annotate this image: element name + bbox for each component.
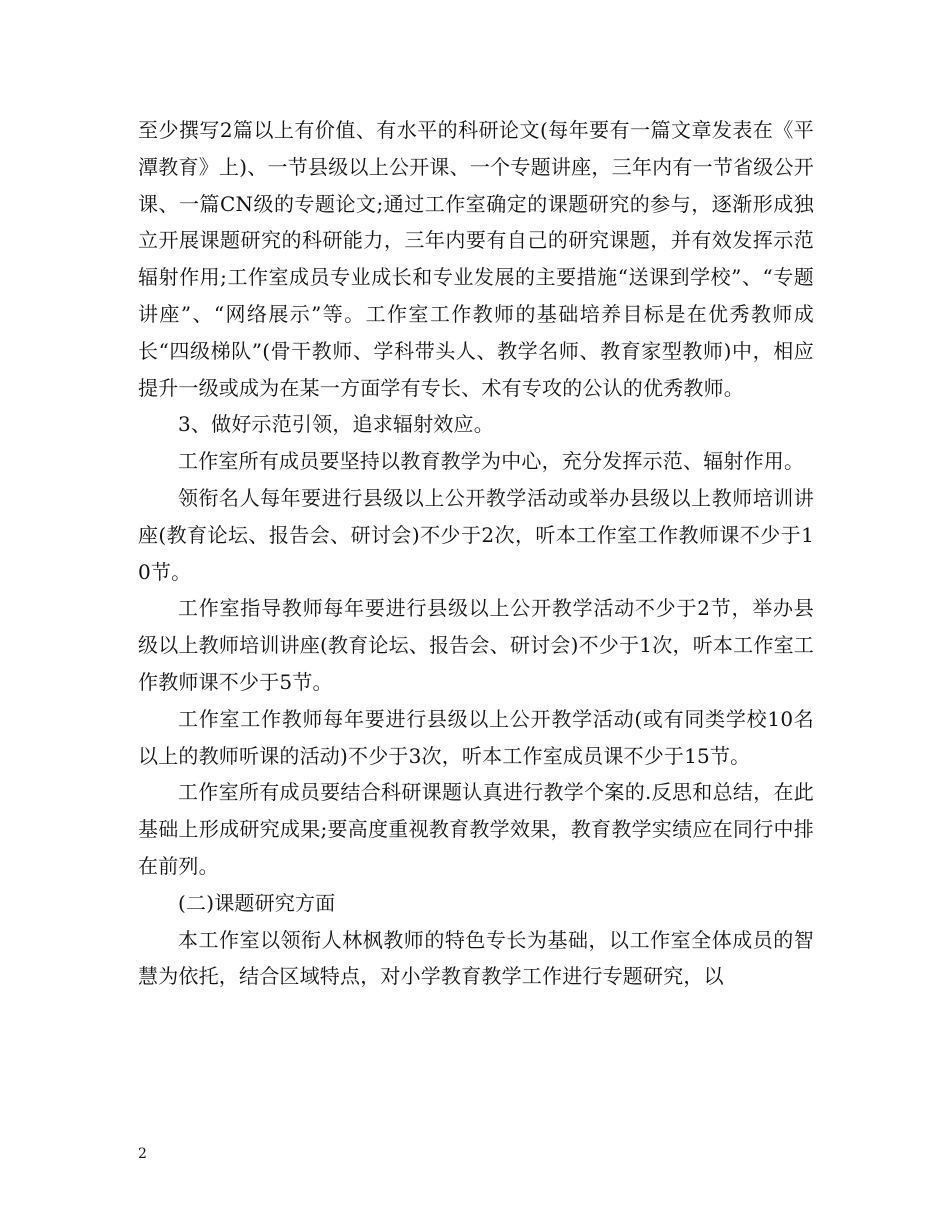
page-number: 2	[138, 1146, 147, 1162]
paragraph-7: 工作室所有成员要结合科研课题认真进行教学个案的.反思和总结，在此基础上形成研究成果;要高度重视教育教学效果，教育教学实绩应在同行中排在前列。	[138, 780, 814, 878]
paragraph-5: 工作室指导教师每年要进行县级以上公开教学活动不少于2节，举办县级以上教师培训讲座(教育论坛、报告会、研讨会)不少于1次，听本工作室工作教师课不少于5节。	[138, 596, 814, 694]
section-heading: (二)课题研究方面	[178, 890, 336, 915]
paragraph-4: 领衔名人每年要进行县级以上公开教学活动或举办县级以上教师培训讲座(教育论坛、报告会、研讨会)不少于2次，听本工作室工作教师课不少于10节。	[138, 485, 814, 584]
paragraph-2: 3、做好示范引领，追求辐射效应。	[178, 412, 494, 437]
paragraph-6: 工作室工作教师每年要进行县级以上公开教学活动(或有同类学校10名以上的教师听课的活动)不少于3次，听本工作室成员课不少于15节。	[138, 706, 814, 768]
paragraph-3: 工作室所有成员要坚持以教育教学为中心，充分发挥示范、辐射作用。	[178, 449, 805, 474]
document-body	[138, 112, 814, 995]
paragraph-1: 至少撰写2篇以上有价值、有水平的科研论文(每年要有一篇文章发表在《平潭教育》上)、一节县级以上公开课、一个专题讲座，三年内有一节省级公开课、一篇CN级的专题论文;通过工作室确定的课题研究的参与，逐渐形成独立开展课题研究的科研能力，三年内要有自己的研究课题，并有效发挥示范辐射作用;工作室成员专业成长和专业发展的主要措施“送课到学校”、“专题讲座”、“网络展示”等。工作室工作教师的基础培养目标是在优秀教师成长“四级梯队”(骨干教师、学科带头人、教学名师、教育家型教师)中，相应提升一级或成为在某一方面学有专长、术有专攻的公认的优秀教师。	[138, 118, 814, 400]
paragraph-9: 本工作室以领衔人林枫教师的特色专长为基础，以工作室全体成员的智慧为依托，结合区域特点，对小学教育教学工作进行专题研究，以	[138, 927, 814, 989]
